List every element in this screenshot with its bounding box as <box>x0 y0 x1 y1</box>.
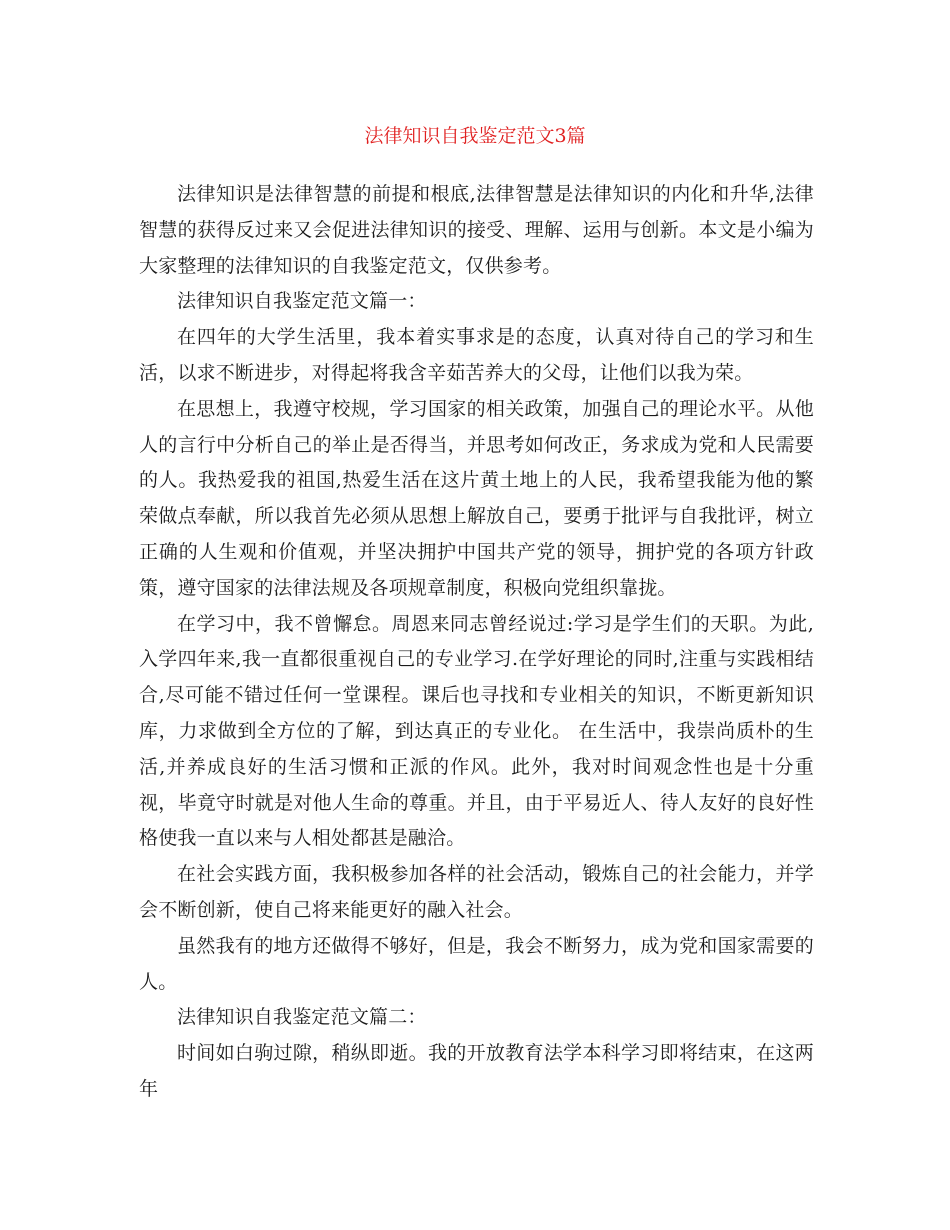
paragraph-social-practice: 在社会实践方面，我积极参加各样的社会活动，锻炼自己的社会能力，并学会不断创新，使自己将来能更好的融入社会。 <box>139 863 814 921</box>
paragraph-intro: 法律知识是法律智慧的前提和根底,法律智慧是法律知识的内化和升华,法律智慧的获得反过来又会促进法律知识的接受、理解、运用与创新。本文是小编为大家整理的法律知识的自我鉴定范文，仅供参考。 <box>139 183 814 277</box>
paragraph-study: 在学习中，我不曾懈怠。周恩来同志曾经说过:学习是学生们的天职。为此,入学四年来,我一直都很重视自己的专业学习.在学好理论的同时,注重与实践相结合,尽可能不错过任何一堂课程。课后也寻找和专业相关的知识，不断更新知识库，力求做到全方位的了解，到达真正的专业化。 在生活中，我崇尚质朴的生活,并养成良好的生活习惯和正派的作风。此外，我对时间观念性也是十分重视，毕竟守时就是对他人生命的尊重。并且，由于平易近人、待人友好的良好性格使我一直以来与人相处都甚是融洽。 <box>139 612 814 850</box>
paragraph-conclusion: 虽然我有的地方还做得不够好，但是，我会不断努力，成为党和国家需要的人。 <box>139 934 814 993</box>
document-body <box>139 177 814 1108</box>
document-title: 法律知识自我鉴定范文3篇 <box>364 125 586 147</box>
paragraph-time: 时间如白驹过隙，稍纵即逝。我的开放教育法学本科学习即将结束，在这两年 <box>139 1042 814 1100</box>
paragraph-college-life: 在四年的大学生活里，我本着实事求是的态度，认真对待自己的学习和生活，以求不断进步，对得起将我含辛茹苦养大的父母，让他们以我为荣。 <box>139 326 814 384</box>
section-heading-one: 法律知识自我鉴定范文篇一： <box>177 290 427 313</box>
section-heading-two: 法律知识自我鉴定范文篇二： <box>177 1006 427 1029</box>
paragraph-thought: 在思想上，我遵守校规，学习国家的相关政策，加强自己的理论水平。从他人的言行中分析自己的举止是否得当，并思考如何改正，务求成为党和人民需要的人。我热爱我的祖国,热爱生活在这片黄土地上的人民，我希望我能为他的繁荣做点奉献，所以我首先必须从思想上解放自己，要勇于批评与自我批评，树立正确的人生观和价值观，并坚决拥护中国共产党的领导，拥护党的各项方针政策，遵守国家的法律法规及各项规章制度，积极向党组织靠拢。 <box>139 397 814 599</box>
